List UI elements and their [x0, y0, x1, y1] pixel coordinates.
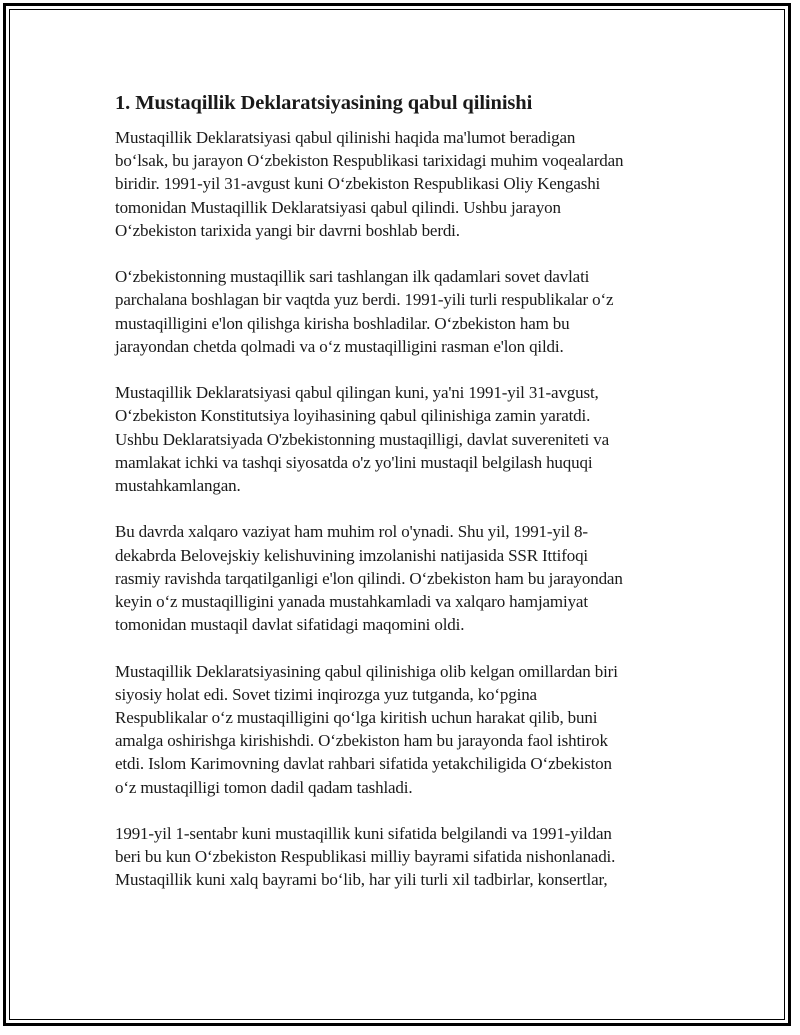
document-body: [115, 90, 690, 915]
paragraph-line: Mustaqillik Deklaratsiyasining qabul qilinishiga olib kelgan omillardan biri: [115, 661, 618, 681]
paragraph-line: siyosiy holat edi. Sovet tizimi inqirozga yuz tutganda, ko‘pgina: [115, 684, 537, 704]
paragraph-line: etdi. Islom Karimovning davlat rahbari sifatida yetakchiligida O‘zbekiston: [115, 754, 612, 774]
paragraph-line: 1991-yil 1-sentabr kuni mustaqillik kuni sifatida belgilandi va 1991-yildan: [115, 824, 612, 844]
paragraph-line: O‘zbekiston tarixida yangi bir davrni boshlab berdi.: [115, 220, 460, 240]
paragraph-line: jarayondan chetda qolmadi va o‘z mustaqilligini rasman e'lon qildi.: [115, 336, 564, 356]
paragraph-line: tomonidan Mustaqillik Deklaratsiyasi qabul qilindi. Ushbu jarayon: [115, 197, 561, 217]
paragraph: [115, 822, 690, 892]
paragraph-line: parchalana boshlagan bir vaqtda yuz berdi. 1991-yili turli respublikalar o‘z: [115, 290, 614, 310]
paragraph-line: Respublikalar o‘z mustaqilligini qo‘lga kiritish uchun harakat qilib, buni: [115, 708, 598, 728]
paragraph-line: o‘z mustaqilligi tomon dadil qadam tashladi.: [115, 777, 413, 797]
section-heading: 1. Mustaqillik Deklaratsiyasining qabul qilinishi: [115, 92, 533, 114]
paragraph-line: mamlakat ichki va tashqi siyosatda o'z yo'lini mustaqil belgilash huquqi: [115, 452, 593, 472]
paragraph: [115, 126, 690, 242]
paragraph-line: mustahkamlangan.: [115, 476, 241, 496]
paragraph: [115, 381, 690, 497]
paragraph-line: rasmiy ravishda tarqatilganligi e'lon qilindi. O‘zbekiston ham bu jarayondan: [115, 568, 623, 588]
paragraph-line: beri bu kun O‘zbekiston Respublikasi milliy bayrami sifatida nishonlanadi.: [115, 847, 616, 867]
paragraph-line: bo‘lsak, bu jarayon O‘zbekiston Respublikasi tarixidagi muhim voqealardan: [115, 151, 624, 171]
paragraph: [115, 265, 690, 358]
paragraph-line: tomonidan mustaqil davlat sifatidagi maqomini oldi.: [115, 615, 465, 635]
paragraph-line: Bu davrda xalqaro vaziyat ham muhim rol o'ynadi. Shu yil, 1991-yil 8-: [115, 522, 588, 542]
paragraph: [115, 660, 690, 799]
paragraph-line: Mustaqillik Deklaratsiyasi qabul qilinishi haqida ma'lumot beradigan: [115, 128, 576, 147]
paragraph-line: O‘zbekiston Konstitutsiya loyihasining qabul qilinishiga zamin yaratdi.: [115, 406, 591, 426]
paragraph-list: [115, 126, 690, 892]
paragraph: [115, 520, 690, 636]
paragraph-line: dekabrda Belovejskiy kelishuvining imzolanishi natijasida SSR Ittifoqi: [115, 545, 588, 565]
paragraph-line: O‘zbekistonning mustaqillik sari tashlangan ilk qadamlari sovet davlati: [115, 267, 590, 287]
paragraph-line: amalga oshirishga kirishishdi. O‘zbekiston ham bu jarayonda faol ishtirok: [115, 731, 608, 751]
paragraph-line: Mustaqillik kuni xalq bayrami bo‘lib, har yili turli xil tadbirlar, konsertlar,: [115, 870, 608, 890]
paragraph-line: biridir. 1991-yil 31-avgust kuni O‘zbekiston Respublikasi Oliy Kengashi: [115, 174, 601, 194]
paragraph-line: keyin o‘z mustaqilligini yanada mustahkamladi va xalqaro hamjamiyat: [115, 592, 588, 612]
paragraph-line: Ushbu Deklaratsiyada O'zbekistonning mustaqilligi, davlat suvereniteti va: [115, 429, 609, 449]
paragraph-line: mustaqilligini e'lon qilishga kirisha boshladilar. O‘zbekiston ham bu: [115, 313, 570, 333]
paragraph-line: Mustaqillik Deklaratsiyasi qabul qilingan kuni, ya'ni 1991-yil 31-avgust,: [115, 383, 599, 403]
